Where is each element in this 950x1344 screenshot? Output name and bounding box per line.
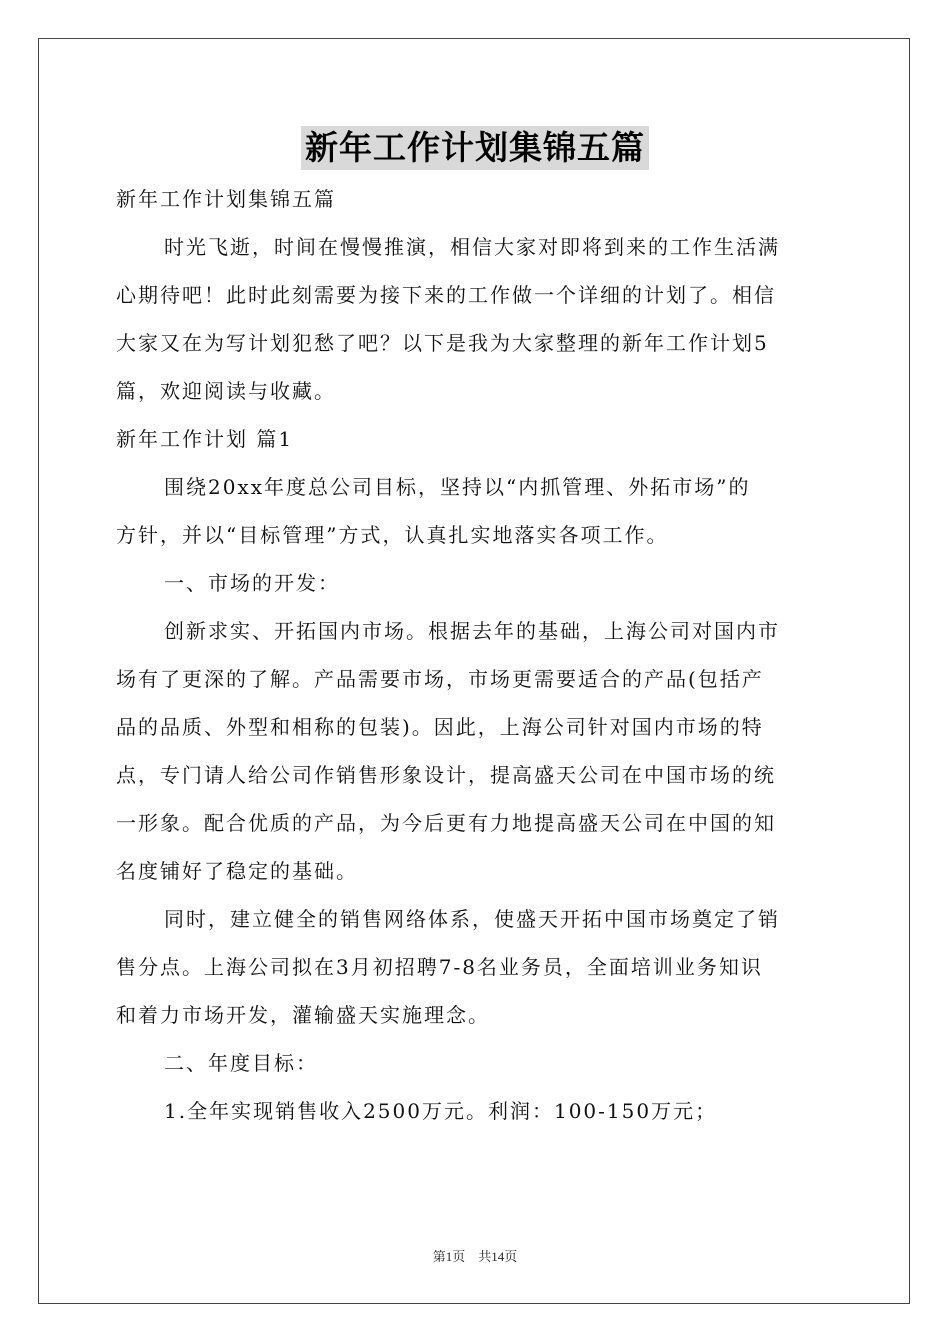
paragraph-line: 和着力市场开发，灌输盛天实施理念。 (116, 1003, 490, 1027)
paragraph-line: 售分点。上海公司拟在3月初招聘7-8名业务员，全面培训业务知识 (116, 955, 763, 979)
paragraph-line: 围绕20xx年度总公司目标，坚持以“内抓管理、外拓市场”的 (164, 475, 751, 499)
paragraph-line: 时光飞逝，时间在慢慢推演，相信大家对即将到来的工作生活满 (164, 235, 780, 259)
paragraph-line: 点，专门请人给公司作销售形象设计，提高盛天公司在中国市场的统 (116, 763, 776, 787)
document-title: 新年工作计划集锦五篇 (301, 126, 649, 170)
subheading-line: 二、年度目标： (164, 1051, 318, 1075)
paragraph-line: 篇，欢迎阅读与收藏。 (116, 379, 336, 403)
paragraph-line: 同时，建立健全的销售网络体系，使盛天开拓中国市场奠定了销 (164, 907, 780, 931)
paragraph-line: 1.全年实现销售收入2500万元。利润：100-150万元； (164, 1099, 718, 1123)
document-body (116, 180, 832, 1130)
paragraph-line: 品的品质、外型和相称的包装)。因此，上海公司针对国内市场的特 (116, 715, 764, 739)
paragraph-line: 一形象。配合优质的产品，为今后更有力地提高盛天公司在中国的知 (116, 811, 776, 835)
paragraph-line: 心期待吧！此时此刻需要为接下来的工作做一个详细的计划了。相信 (116, 283, 776, 307)
paragraph-line: 场有了更深的了解。产品需要市场，市场更需要适合的产品(包括产 (116, 667, 764, 691)
subtitle-line: 新年工作计划集锦五篇 (116, 187, 336, 211)
paragraph-line: 名度铺好了稳定的基础。 (116, 859, 358, 883)
section-heading: 新年工作计划 篇1 (116, 427, 294, 451)
paragraph-line: 大家又在为写计划犯愁了吧？以下是我为大家整理的新年工作计划5 (116, 331, 769, 355)
title-area (0, 126, 950, 170)
paragraph-line: 创新求实、开拓国内市场。根据去年的基础，上海公司对国内市 (164, 619, 780, 643)
page-footer: 第1页 共14页 (432, 1249, 518, 1264)
subheading-line: 一、市场的开发： (164, 571, 340, 595)
paragraph-line: 方针，并以“目标管理”方式，认真扎实地落实各项工作。 (116, 523, 669, 547)
